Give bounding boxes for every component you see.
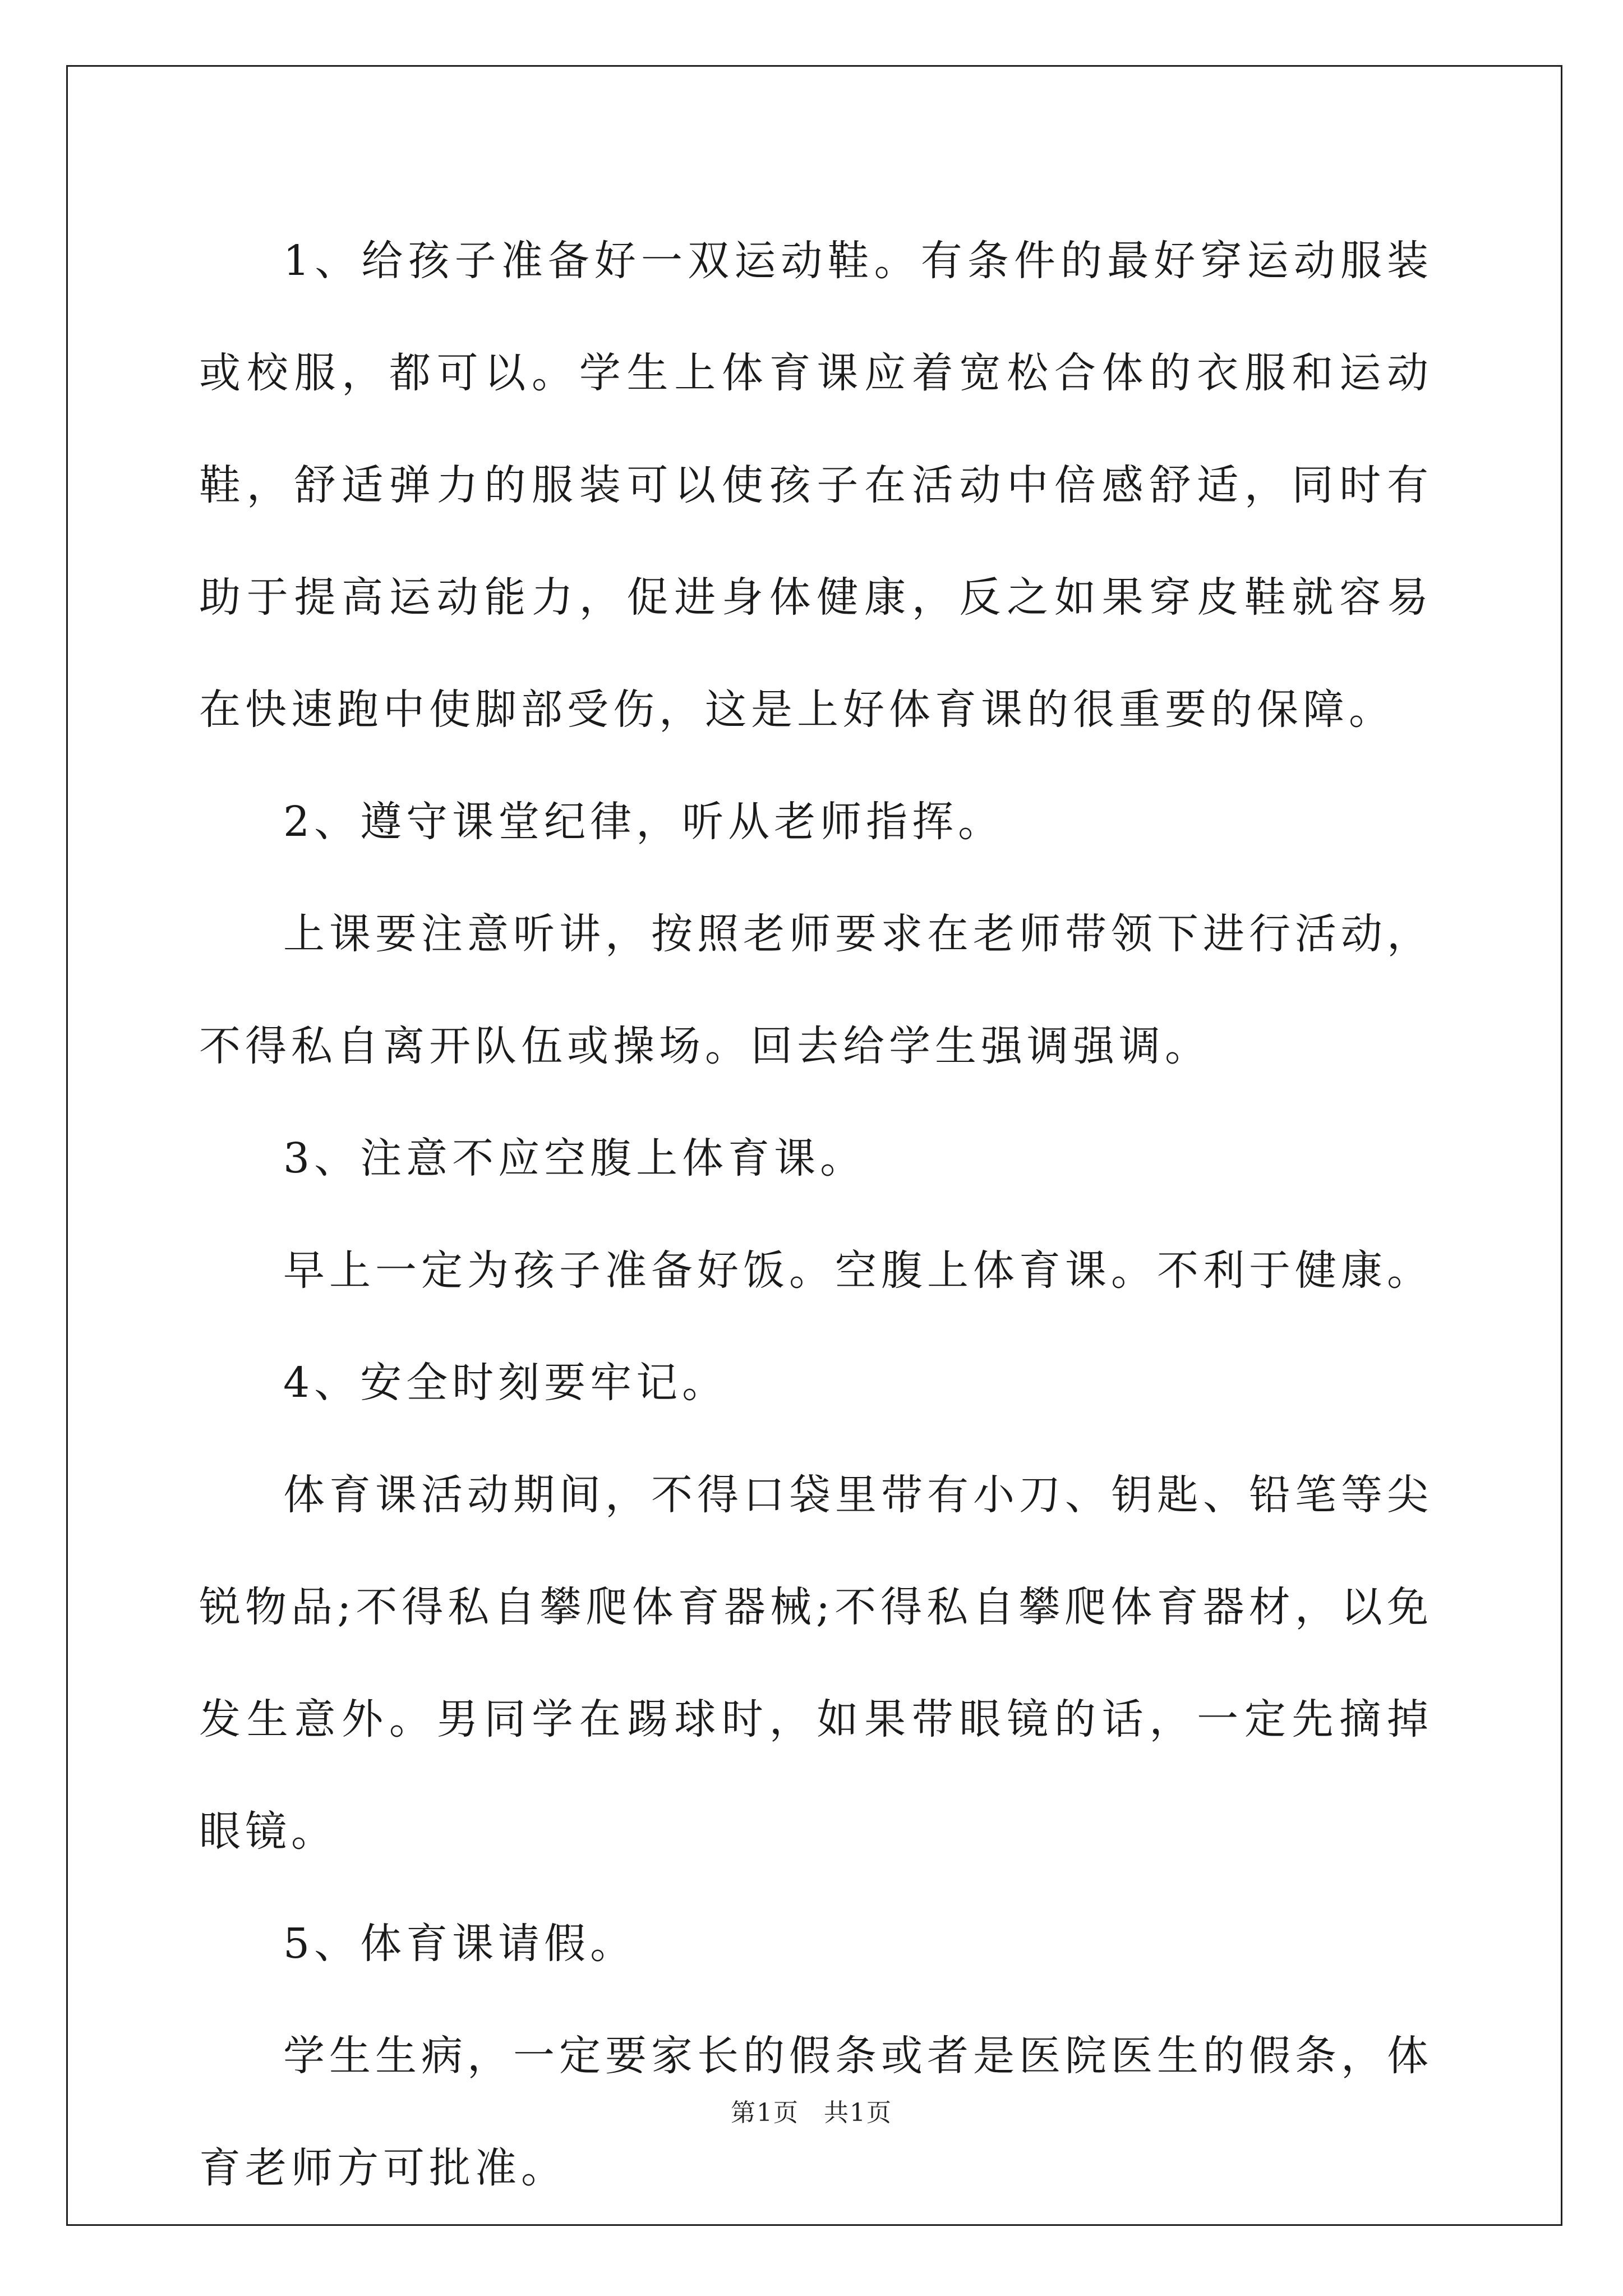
paragraph-7: 体育课活动期间，不得口袋里带有小刀、钥匙、铅笔等尖锐物品;不得私自攀爬体育器械;不得私自攀爬体育器材，以免发生意外。男同学在踢球时，如果带眼镜的话，一定先摘掉眼镜。	[199, 1471, 1433, 1856]
paragraph-1: 1、给孩子准备好一双运动鞋。有条件的最好穿运动服装或校服，都可以。学生上体育课应着宽松合体的衣服和运动鞋，舒适弹力的服装可以使孩子在活动中倍感舒适，同时有助于提高运动能力，促进身体健康，反之如果穿皮鞋就容易在快速跑中使脚部受伤，这是上好体育课的很重要的保障。	[199, 237, 1433, 734]
paragraph-6: 4、安全时刻要牢记。	[283, 1359, 728, 1407]
paragraph-2: 2、遵守课堂纪律，听从老师指挥。	[283, 798, 1004, 846]
paragraph-9: 学生生病，一定要家长的假条或者是医院医生的假条，体育老师方可批准。	[199, 2032, 1433, 2192]
paragraph-8: 5、体育课请假。	[283, 1920, 637, 1968]
page-footer	[0, 2092, 1623, 2128]
paragraph-3: 上课要注意听讲，按照老师要求在老师带领下进行活动，不得私自离开队伍或操场。回去给学生强调强调。	[199, 910, 1433, 1070]
paragraph-5: 早上一定为孩子准备好饭。空腹上体育课。不利于健康。	[283, 1246, 1433, 1295]
page-number: 第1页	[731, 2099, 799, 2127]
document-body	[199, 205, 1433, 2224]
paragraph-4: 3、注意不应空腹上体育课。	[283, 1134, 866, 1182]
page-total: 共1页	[824, 2099, 892, 2127]
